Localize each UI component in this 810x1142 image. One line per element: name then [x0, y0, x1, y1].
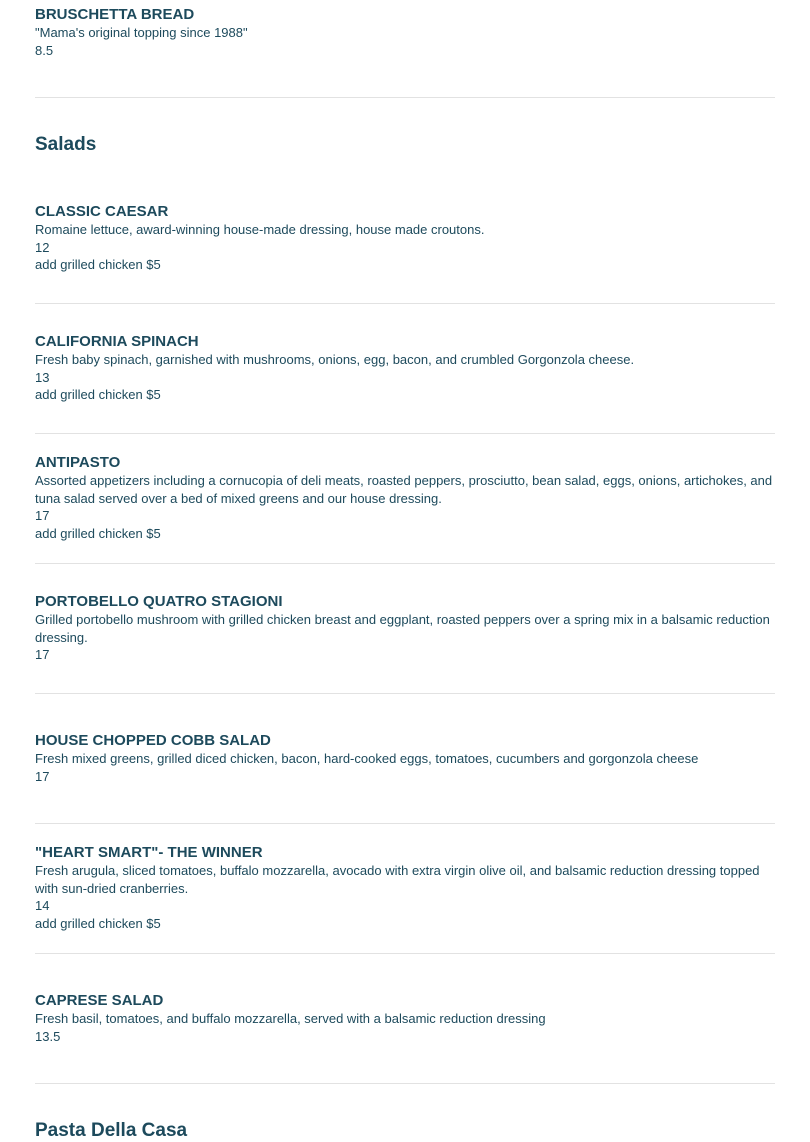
item-name: ANTIPASTO [35, 454, 121, 471]
menu-item-california-spinach [35, 333, 775, 404]
item-description: Romaine lettuce, award-winning house-made dressing, house made croutons. [35, 222, 485, 237]
menu-item-bruschetta [35, 6, 775, 59]
item-addon: add grilled chicken $5 [35, 525, 161, 541]
section-title-pasta-della-casa: Pasta Della Casa [35, 1120, 188, 1141]
item-addon: add grilled chicken $5 [35, 257, 161, 272]
item-name: CLASSIC CAESAR [35, 203, 169, 220]
divider [35, 823, 775, 824]
item-description: Fresh basil, tomatoes, and buffalo mozzarella, served with a balsamic reduction dressing [35, 1011, 546, 1026]
item-price: 13.5 [35, 1028, 61, 1044]
item-price: 12 [35, 239, 50, 255]
item-description: Grilled portobello mushroom with grilled chicken breast and eggplant, roasted peppers over a spring mix in a balsamic reduction dressing. [35, 612, 770, 645]
item-name: HOUSE CHOPPED COBB SALAD [35, 732, 271, 749]
item-description: Fresh mixed greens, grilled diced chicken, bacon, hard-cooked eggs, tomatoes, cucumbers and gorgonzola cheese [35, 751, 699, 766]
item-description: "Mama's original topping since 1988" [35, 25, 248, 40]
item-price: 17 [35, 508, 50, 523]
divider [35, 303, 775, 304]
item-price: 8.5 [35, 42, 54, 58]
menu-item-classic-caesar [35, 203, 775, 274]
item-description: Fresh arugula, sliced tomatoes, buffalo mozzarella, avocado with extra virgin olive oil, and balsamic reduction dressing topped with sun-dried cranberries. [35, 863, 760, 896]
item-price: 17 [35, 647, 50, 662]
menu-item-portobello-quatro-stagioni [35, 593, 775, 664]
item-price: 17 [35, 768, 50, 784]
item-price: 14 [35, 898, 50, 913]
divider [35, 433, 775, 434]
menu-item-house-chopped-cobb-salad [35, 732, 775, 785]
divider [35, 1083, 775, 1084]
menu-item-caprese-salad [35, 992, 775, 1045]
item-name: "HEART SMART"- THE WINNER [35, 844, 263, 861]
item-name: PORTOBELLO QUATRO STAGIONI [35, 593, 283, 610]
section-title-salads: Salads [35, 134, 97, 155]
item-name: BRUSCHETTA BREAD [35, 6, 195, 23]
menu-item-heart-smart-the-winner [35, 844, 775, 932]
menu-item-antipasto [35, 454, 775, 542]
divider [35, 97, 775, 98]
divider [35, 563, 775, 564]
item-name: CALIFORNIA SPINACH [35, 333, 199, 350]
item-price: 13 [35, 369, 50, 385]
item-name: CAPRESE SALAD [35, 992, 164, 1009]
item-addon: add grilled chicken $5 [35, 387, 161, 402]
divider [35, 693, 775, 694]
item-addon: add grilled chicken $5 [35, 915, 161, 931]
item-description: Fresh baby spinach, garnished with mushrooms, onions, egg, bacon, and crumbled Gorgonzola cheese. [35, 352, 635, 367]
item-description: Assorted appetizers including a cornucopia of deli meats, roasted peppers, prosciutto, bean salad, eggs, onions, artichokes, and tuna salad served over a bed of mixed greens and our house dressing. [35, 473, 773, 506]
divider [35, 953, 775, 954]
